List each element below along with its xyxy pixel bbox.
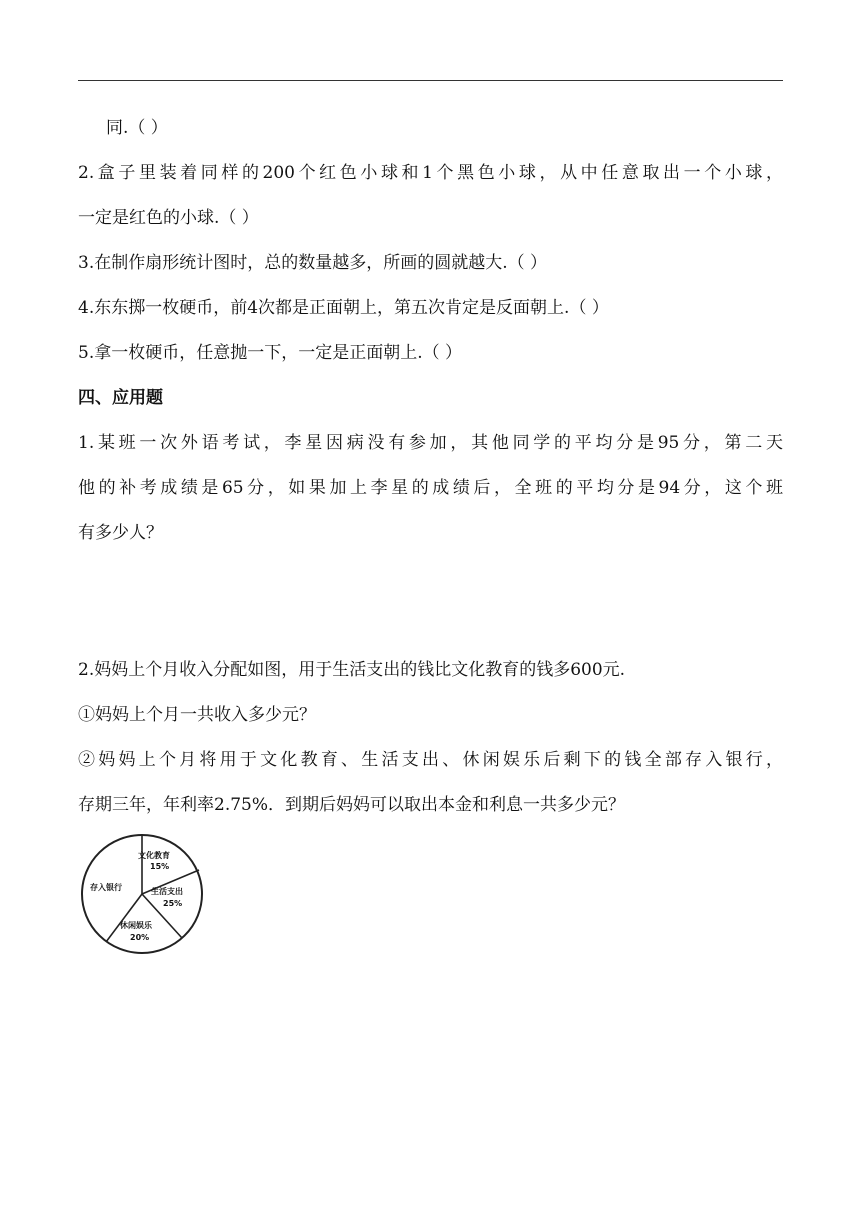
slice-label-bank: 存入银行: [90, 883, 122, 892]
slice-label-living: 生活支出: [151, 887, 183, 896]
problem2-line1: 2.妈妈上个月收入分配如图，用于生活支出的钱比文化教育的钱多600元.: [78, 660, 626, 680]
problem1-line3: 有多少人？: [78, 523, 163, 543]
slice-label-leisure: 休闲娱乐: [120, 921, 152, 930]
judgement-q3: 3.在制作扇形统计图时，总的数量越多，所画的圆就越大.（ ）: [78, 253, 548, 273]
slice-percent-living: 25%: [163, 899, 183, 908]
header-rule: [78, 80, 783, 81]
judgement-continued: 同.（ ）: [106, 118, 168, 138]
judgement-q2-line1: 2.盒子里装着同样的200个红色小球和1个黑色小球，从中任意取出一个小球，: [78, 163, 783, 183]
judgement-q2-line2: 一定是红色的小球.（ ）: [78, 208, 259, 228]
problem1-line1: 1.某班一次外语考试，李星因病没有参加，其他同学的平均分是95分，第二天: [78, 433, 783, 453]
problem2-sub2-line1: ②妈妈上个月将用于文化教育、生活支出、休闲娱乐后剩下的钱全部存入银行，: [78, 750, 783, 770]
slice-label-culture: 文化教育: [138, 851, 170, 860]
slice-percent-culture: 15%: [150, 862, 170, 871]
problem1-line2: 他的补考成绩是65分，如果加上李星的成绩后，全班的平均分是94分，这个班: [78, 478, 783, 498]
slice-percent-leisure: 20%: [130, 933, 150, 942]
problem2-sub1: ①妈妈上个月一共收入多少元？: [78, 705, 316, 725]
section-heading: 四、应用题: [78, 388, 163, 408]
judgement-q5: 5.拿一枚硬币，任意抛一下，一定是正面朝上.（ ）: [78, 343, 463, 363]
income-pie-chart: [78, 832, 208, 957]
problem2-sub2-line2: 存期三年，年利率2.75%．到期后妈妈可以取出本金和利息一共多少元？: [78, 795, 626, 815]
judgement-q4: 4.东东掷一枚硬币，前4次都是正面朝上，第五次肯定是反面朝上.（ ）: [78, 298, 609, 318]
